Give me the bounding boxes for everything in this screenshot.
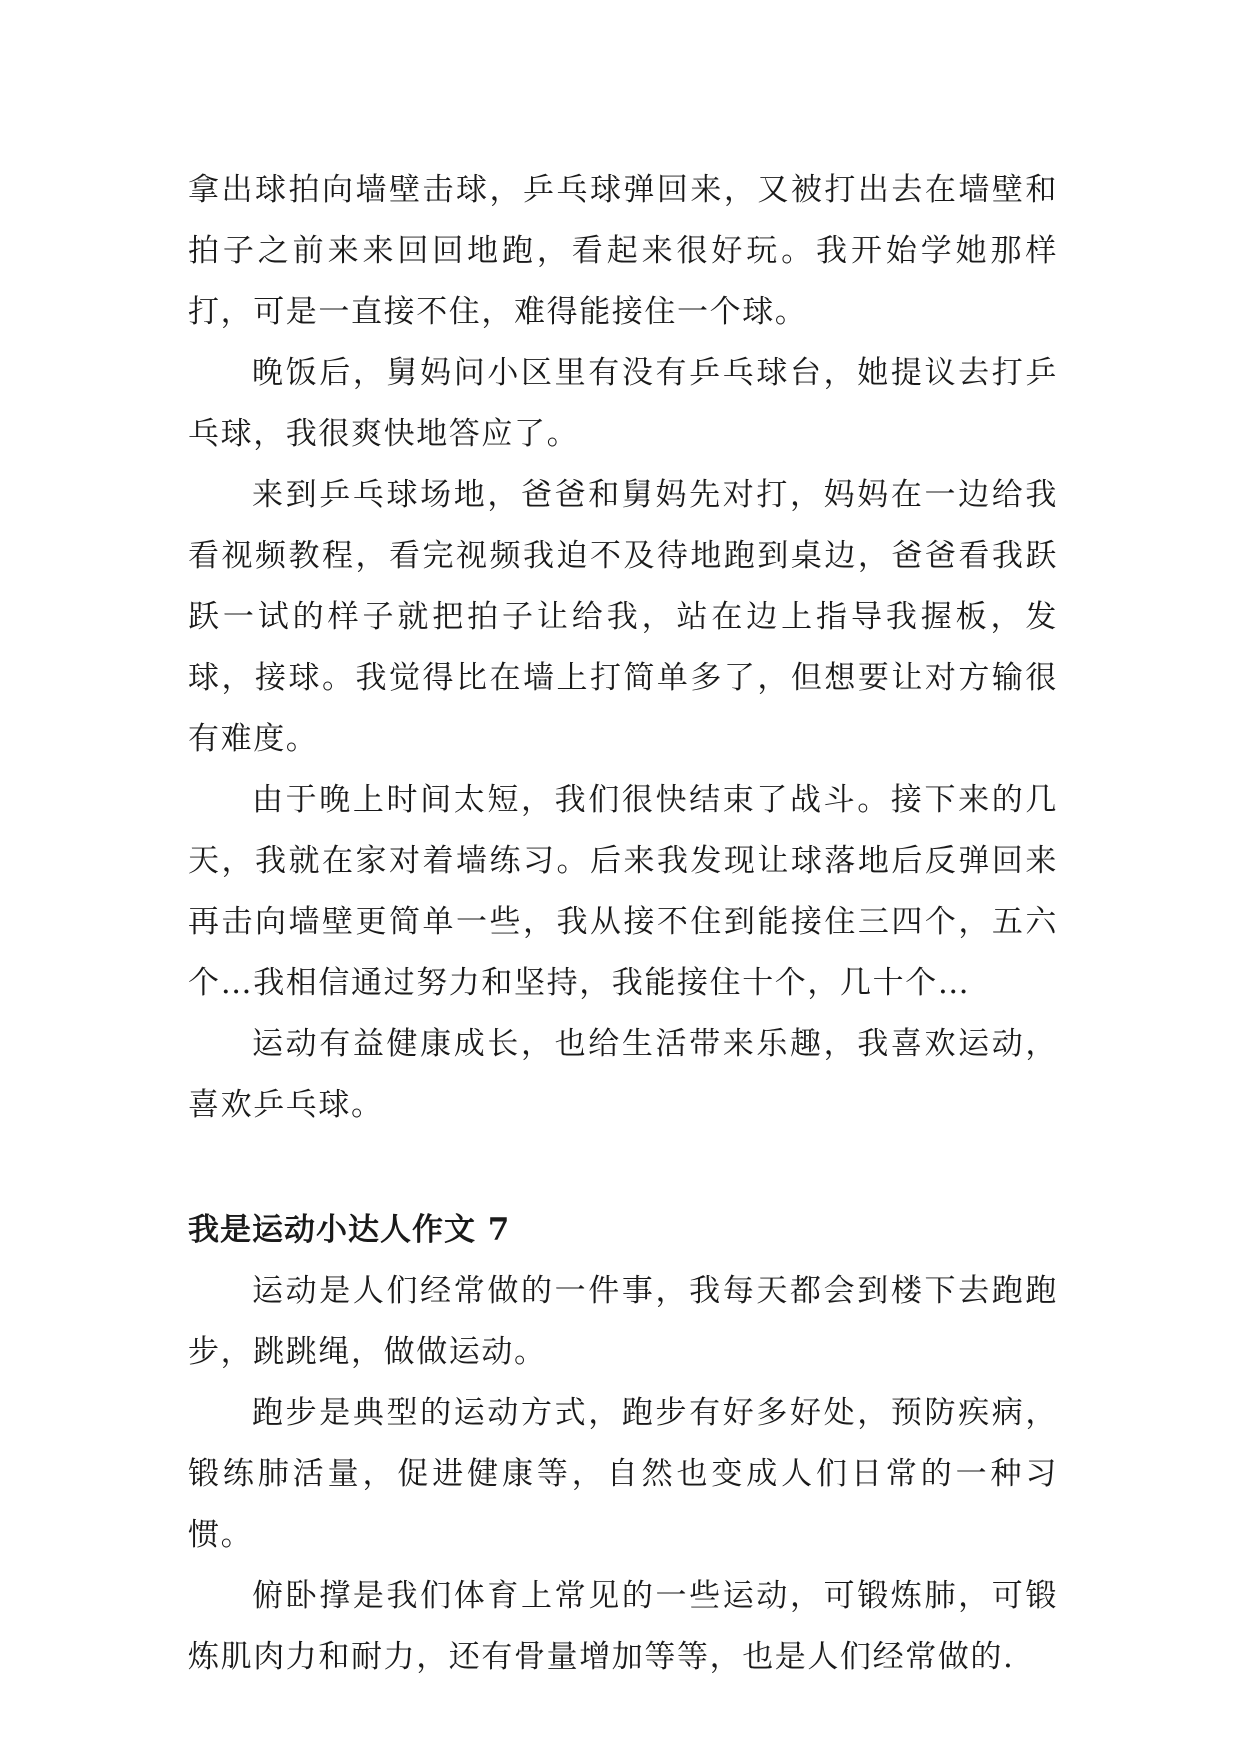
paragraph: 运动有益健康成长，也给生活带来乐趣，我喜欢运动，喜欢乒乓球。 [188,1026,1058,1123]
paragraph: 跑步是典型的运动方式，跑步有好多好处，预防疾病，锻练肺活量，促进健康等，自然也变成人们日常的一种习惯。 [188,1395,1058,1553]
paragraph: 来到乒乓球场地，爸爸和舅妈先对打，妈妈在一边给我看视频教程，看完视频我迫不及待地跑到桌边，爸爸看我跃跃一试的样子就把拍子让给我，站在边上指导我握板，发球，接球。我觉得比在墙上打简单多了，但想要让对方输很有难度。 [188,477,1058,757]
paragraph-continued: 拿出球拍向墙壁击球，乒乓球弹回来，又被打出去在墙壁和拍子之前来来回回地跑，看起来很好玩。我开始学她那样打，可是一直接不住，难得能接住一个球。 [188,172,1058,330]
paragraph: 晚饭后，舅妈问小区里有没有乒乓球台，她提议去打乒乓球，我很爽快地答应了。 [188,355,1058,452]
paragraph: 俯卧撑是我们体育上常见的一些运动，可锻炼肺，可锻炼肌肉力和耐力，还有骨量增加等等，也是人们经常做的. [188,1578,1058,1675]
paragraph: 由于晚上时间太短，我们很快结束了战斗。接下来的几天，我就在家对着墙练习。后来我发现让球落地后反弹回来再击向墙壁更简单一些，我从接不住到能接住三四个，五六个…我相信通过努力和坚持，我能接住十个，几十个… [188,782,1058,1001]
paragraph: 运动是人们经常做的一件事，我每天都会到楼下去跑跑步，跳跳绳，做做运动。 [188,1273,1058,1370]
document-body [188,160,1058,1688]
section-heading: 我是运动小达人作文 7 [188,1212,511,1248]
